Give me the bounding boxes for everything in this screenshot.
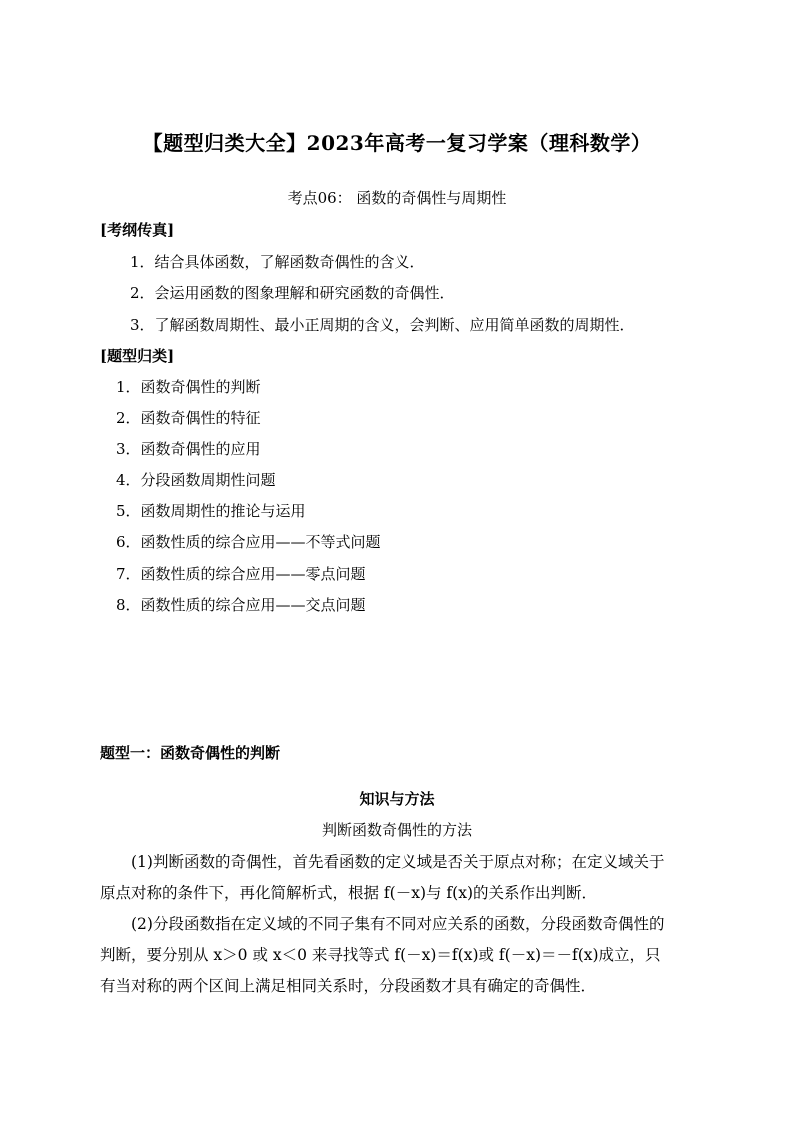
- section-heading: 题型一：函数奇偶性的判断: [100, 744, 281, 762]
- paragraph-line: 判断，要分别从 x＞0 或 x＜0 来寻找等式 f(－x)＝f(x)或 f(－x)＝－f(x)成立，只: [100, 946, 661, 964]
- topic-subtitle: 考点06： 函数的奇偶性与周期性: [287, 189, 507, 207]
- syllabus-item: 2．会运用函数的图象理解和研究函数的奇偶性．: [130, 284, 455, 302]
- categories-heading: [题型归类]: [100, 347, 175, 365]
- syllabus-item: 3．了解函数周期性、最小正周期的含义，会判断、应用简单函数的周期性．: [130, 316, 635, 334]
- paragraph-line: (2)分段函数指在定义域的不同子集有不同对应关系的函数，分段函数奇偶性的: [131, 915, 665, 933]
- category-item: 8．函数性质的综合应用——交点问题: [116, 596, 366, 614]
- category-item: 7．函数性质的综合应用——零点问题: [116, 565, 366, 583]
- category-item: 6．函数性质的综合应用——不等式问题: [116, 533, 381, 551]
- category-item: 4．分段函数周期性问题: [116, 471, 276, 489]
- paragraph-line: (1)判断函数的奇偶性，首先看函数的定义域是否关于原点对称；在定义域关于: [131, 853, 665, 871]
- syllabus-item: 1．结合具体函数，了解函数奇偶性的含义．: [130, 253, 425, 271]
- category-item: 2．函数奇偶性的特征: [116, 409, 261, 427]
- page-title: 【题型归类大全】2023年高考一复习学案（理科数学）: [142, 131, 652, 155]
- category-item: 5．函数周期性的推论与运用: [116, 502, 306, 520]
- paragraph-line: 原点对称的条件下，再化简解析式，根据 f(－x)与 f(x)的关系作出判断．: [100, 884, 598, 902]
- knowledge-title: 知识与方法: [359, 790, 435, 808]
- method-title: 判断函数奇偶性的方法: [321, 821, 472, 839]
- syllabus-heading: [考纲传真]: [100, 221, 175, 239]
- paragraph-line: 有当对称的两个区间上满足相同关系时，分段函数才具有确定的奇偶性．: [100, 977, 597, 995]
- category-item: 3．函数奇偶性的应用: [116, 440, 261, 458]
- category-item: 1．函数奇偶性的判断: [116, 378, 261, 396]
